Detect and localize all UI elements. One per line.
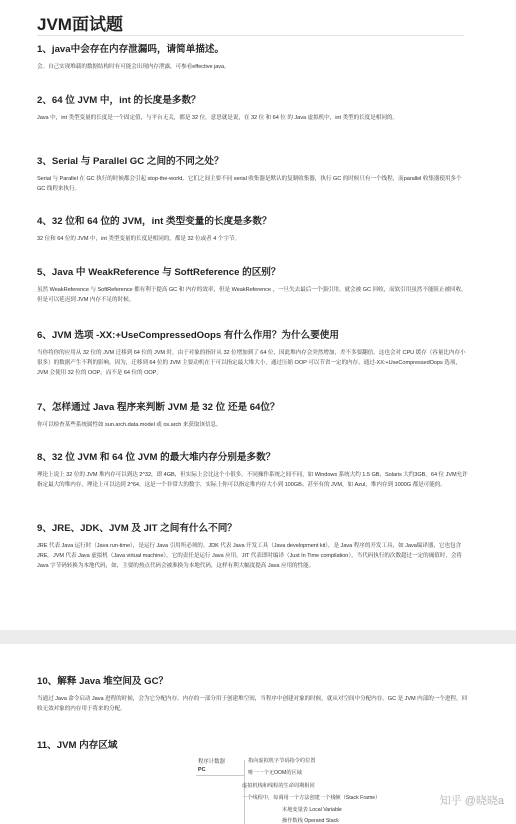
question-2	[37, 95, 469, 123]
mindmap-root-label: 程序计数器	[198, 759, 225, 765]
mindmap-item: 虚拟机栈和线程的生命周期相同	[242, 783, 315, 789]
question-answer: 理论上说上 32 位的 JVM 堆内存可以到达 2^32，即 4GB，但实际上会比这个小很多。不同操作系统之间不同，如 Windows 系统大约 1.5 GB，Solaris 大约3GB。64 位 JVM允许指定最大的堆内存，理论上可以达到 2^64，这是一个非常大的数字，实际上你可以指定堆内存大小到 100GB。甚至有的 JVM，如 Azul，堆内存到 1000G 都是可能的。	[37, 472, 468, 488]
question-answer: 当你将你的应用从 32 位的 JVM 迁移到 64 位的 JVM 时，由于对象的指针从 32 位增加到了 64 位，因此堆内存会突然增加，差不多要翻倍。这也会对 CPU 缓存（容量比内存小很多）的数据产生不利的影响。因为，迁移到 64 位的 JVM 主要动机在于可以指定最大堆大小，通过压缩 OOP 可以节省一定的内存。通过-XX:+UseCompressedOops 选项，JVM 会使用 32 位的 OOP，而不是 64 位的 OOP。	[37, 350, 466, 376]
question-4	[37, 216, 469, 244]
jvm-memory-mindmap	[186, 754, 426, 824]
title-divider	[37, 35, 464, 36]
question-heading: 3、Serial 与 Parallel GC 之间的不同之处？	[37, 156, 224, 167]
question-answer: 32 位和 64 位的 JVM 中，int 类型变量的长度是相同的，都是 32 位或者 4 个字节。	[37, 236, 240, 242]
question-11	[37, 740, 469, 752]
question-heading: 1、java中会存在内存泄漏吗，请简单描述。	[37, 44, 225, 55]
question-answer: 会。自己实现堆载的数据结构时有可能会出现内存泄露，可参看effective java。	[37, 64, 230, 70]
page-break	[0, 630, 516, 644]
mindmap-root	[198, 758, 225, 774]
mindmap-item: 唯一一个无OOM的区域	[248, 770, 302, 776]
question-7	[37, 402, 469, 430]
question-6	[37, 330, 469, 378]
mindmap-item: 操作数栈 Operand Stack	[282, 818, 339, 824]
question-5	[37, 267, 469, 305]
question-heading: 9、JRE、JDK、JVM 及 JIT 之间有什么不同？	[37, 523, 237, 534]
question-heading: 2、64 位 JVM 中，int 的长度是多数？	[37, 95, 201, 106]
mindmap-root-abbr: PC	[198, 767, 206, 773]
question-answer: JRE 代表 Java 运行时（Java run-time），是运行 Java 引用所必须的。JDK 代表 Java 开发工具（Java development kit），是 Java 程序的开发工具，如 Java编译器，它也包含 JRE。JVM 代表 Java 虚拟机（Java virtual machine），它的责任是运行 Java 应用。JIT 代表即时编译（Just In Time compilation），当代码执行的次数超过一定的阈值时，会将 Java 字节码转换为本地代码，如，主要的热点代码会被准换为本地代码，这样有利大幅度提高 Java 应用的性能。	[37, 543, 462, 569]
question-answer: 虽然 WeakReference 与 SoftReference 都有利于提高 GC 和 内存的效率，但是 WeakReference ，一旦失去最后一个强引用，就会被 GC 回收，而软引用虽然不能阻止被回收，但是可以延迟到 JVM 内存不足的时候。	[37, 287, 467, 303]
question-9	[37, 523, 469, 571]
question-heading: 4、32 位和 64 位的 JVM，int 类型变量的长度是多数？	[37, 216, 272, 227]
question-answer: 你可以检查某些系统属性如 sun.arch.data.model 或 os.arch 来获取该信息。	[37, 422, 222, 428]
question-10	[37, 676, 469, 714]
mindmap-connector	[196, 775, 244, 776]
question-heading: 6、JVM 选项 -XX:+UseCompressedOops 有什么作用？为什么要使用	[37, 330, 339, 341]
mindmap-item: 指向虚拟机字节码指令的位置	[248, 758, 316, 764]
question-heading: 8、32 位 JVM 和 64 位 JVM 的最大堆内存分别是多数？	[37, 452, 276, 463]
question-8	[37, 452, 469, 490]
question-answer: Serial 与 Parallel 在 GC 执行的时候都会引起 stop-the-world。它们之间主要不同 serial 收集器是默认的复制收集器，执行 GC 的时候只有一个线程，而parallel 收集器使用多个 GC 线程来执行。	[37, 176, 462, 192]
question-heading: 10、解释 Java 堆空间及 GC？	[37, 676, 169, 687]
question-3	[37, 156, 469, 194]
question-answer: 当通过 Java 命令启动 Java 进程的时候，会为它分配内存。内存的一部分用于创建堆空间，当程序中创建对象的时候，就从对空间中分配内存。GC 是 JVM 内部的一个进程，回收无效对象的内存用于将来的分配。	[37, 696, 468, 712]
question-answer: Java 中，int 类型变量的长度是一个固定值，与平台无关，都是 32 位。意思就是说，在 32 位 和 64 位 的 Java 虚拟机中，int 类型的长度是相同的。	[37, 115, 398, 121]
mindmap-connector	[244, 760, 245, 824]
question-heading: 5、Java 中 WeakReference 与 SoftReference 的区别？	[37, 267, 281, 278]
watermark: 知乎 @晓晓a	[439, 795, 504, 807]
mindmap-item: 一个线程中，每调用一个方法创建一个栈帧（Stack Frame）	[242, 795, 381, 801]
question-heading: 11、JVM 内存区域	[37, 740, 118, 751]
question-heading: 7、怎样通过 Java 程序来判断 JVM 是 32 位 还是 64位？	[37, 402, 280, 413]
mindmap-item: 本地变量表 Local Variable	[282, 807, 342, 813]
question-1	[37, 44, 469, 72]
page-title: JVM面试题	[37, 15, 123, 34]
